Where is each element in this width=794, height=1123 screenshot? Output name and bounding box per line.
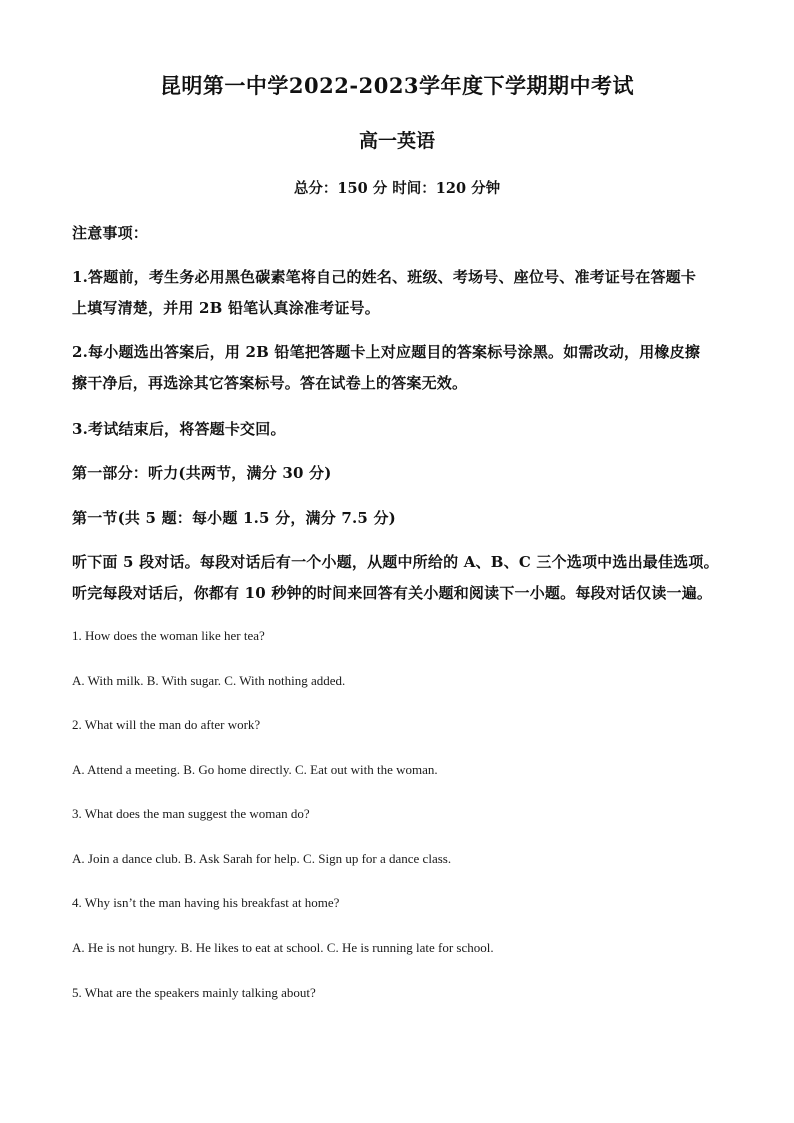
note-1-line-1: 1.答题前，考生务必用黑色碳素笔将自己的姓名、班级、考场号、座位号、准考证号在答题卡	[72, 268, 697, 286]
note-3: 3.考试结束后，将答题卡交回。	[72, 420, 286, 438]
question-4-options: A. He is not hungry. B. He likes to eat at school. C. He is running late for school.	[72, 940, 494, 955]
subject-title: 高一英语	[358, 130, 435, 152]
question-1: 1. How does the woman like her tea?	[72, 628, 265, 643]
section1-heading: 第一节(共 5 题：每小题 1.5 分，满分 7.5 分)	[72, 509, 396, 527]
question-5: 5. What are the speakers mainly talking about?	[72, 985, 316, 1000]
note-2-line-2: 擦干净后，再选涂其它答案标号。答在试卷上的答案无效。	[72, 374, 468, 392]
exam-info: 总分：150 分 时间：120 分钟	[293, 180, 501, 197]
instructions-line-1: 听下面 5 段对话。每段对话后有一个小题，从题中所给的 A、B、C 三个选项中选出最佳选项。	[72, 553, 719, 571]
question-1-options: A. With milk. B. With sugar. C. With nothing added.	[72, 673, 346, 688]
notes-heading: 注意事项：	[72, 224, 149, 242]
part1-heading: 第一部分：听力(共两节，满分 30 分)	[72, 464, 332, 482]
note-2-line-1: 2.每小题选出答案后，用 2B 铅笔把答题卡上对应题目的答案标号涂黑。如需改动，用橡皮擦	[72, 343, 701, 361]
question-2-options: A. Attend a meeting. B. Go home directly. C. Eat out with the woman.	[72, 762, 438, 777]
question-3: 3. What does the man suggest the woman do?	[72, 806, 310, 821]
question-4: 4. Why isn’t the man having his breakfast at home?	[72, 895, 340, 910]
note-1-line-2: 上填写清楚，并用 2B 铅笔认真涂准考证号。	[72, 299, 380, 317]
instructions-line-2: 听完每段对话后，你都有 10 秒钟的时间来回答有关小题和阅读下一小题。每段对话仅读一遍。	[72, 584, 713, 602]
question-3-options: A. Join a dance club. B. Ask Sarah for help. C. Sign up for a dance class.	[72, 851, 452, 866]
question-2: 2. What will the man do after work?	[72, 717, 261, 732]
exam-title: 昆明第一中学2022-2023学年度下学期期中考试	[159, 73, 635, 98]
